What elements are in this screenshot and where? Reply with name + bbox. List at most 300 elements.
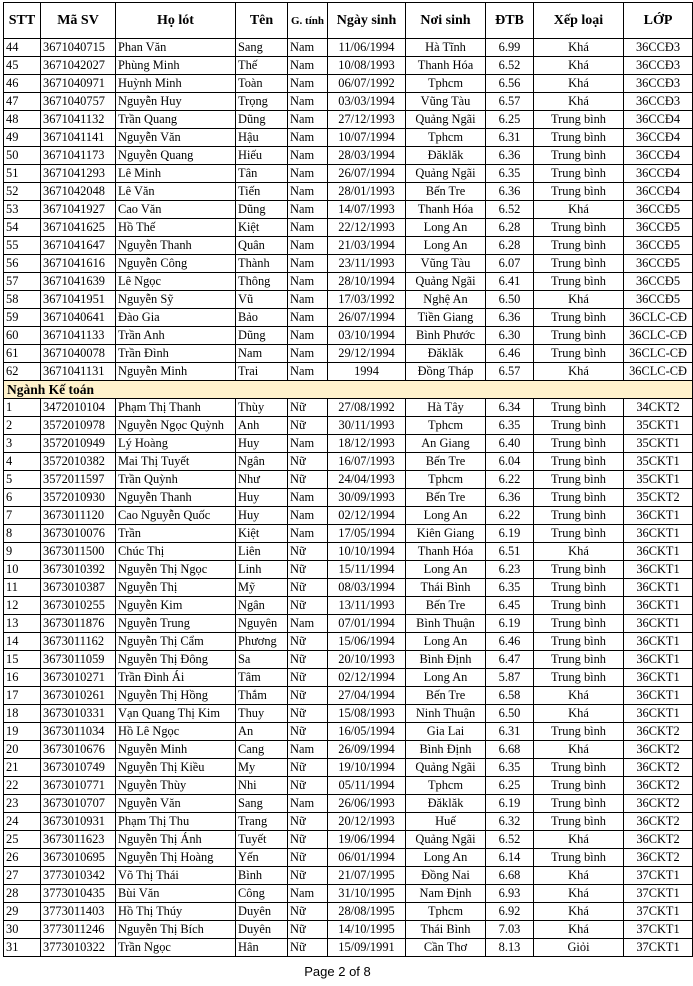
cell-birth-place: Tphcm bbox=[406, 417, 486, 435]
cell-student-id: 3773010435 bbox=[41, 885, 116, 903]
cell-student-id: 3671041625 bbox=[41, 219, 116, 237]
table-row bbox=[4, 633, 693, 651]
cell-gender: Nữ bbox=[288, 687, 328, 705]
cell-gpa: 6.68 bbox=[486, 741, 534, 759]
cell-stt: 9 bbox=[4, 543, 41, 561]
cell-first-name: Liên bbox=[236, 543, 288, 561]
cell-gender: Nữ bbox=[288, 453, 328, 471]
cell-classification: Khá bbox=[534, 57, 624, 75]
cell-birth-place: Bến Tre bbox=[406, 597, 486, 615]
cell-classification: Khá bbox=[534, 543, 624, 561]
cell-gpa: 6.22 bbox=[486, 507, 534, 525]
cell-gender: Nữ bbox=[288, 471, 328, 489]
cell-first-name: Linh bbox=[236, 561, 288, 579]
cell-birth-date: 13/11/1993 bbox=[328, 597, 406, 615]
cell-first-name: Cang bbox=[236, 741, 288, 759]
cell-first-name: Thuy bbox=[236, 705, 288, 723]
cell-birth-place: Đăklăk bbox=[406, 795, 486, 813]
cell-last-middle-name: Nguyễn Thị Hoàng bbox=[116, 849, 236, 867]
cell-stt: 10 bbox=[4, 561, 41, 579]
cell-gpa: 6.52 bbox=[486, 831, 534, 849]
cell-stt: 59 bbox=[4, 309, 41, 327]
table-row bbox=[4, 885, 693, 903]
cell-stt: 47 bbox=[4, 93, 41, 111]
cell-last-middle-name: Nguyễn Thị Ánh bbox=[116, 831, 236, 849]
cell-class: 36CKT2 bbox=[624, 831, 693, 849]
cell-student-id: 3673011876 bbox=[41, 615, 116, 633]
cell-last-middle-name: Nguyễn Minh bbox=[116, 741, 236, 759]
cell-birth-place: Quảng Ngãi bbox=[406, 759, 486, 777]
cell-gender: Nam bbox=[288, 741, 328, 759]
table-row bbox=[4, 75, 693, 93]
cell-birth-date: 03/03/1994 bbox=[328, 93, 406, 111]
cell-classification: Trung bình bbox=[534, 849, 624, 867]
cell-class: 36CKT1 bbox=[624, 633, 693, 651]
cell-student-id: 3572010382 bbox=[41, 453, 116, 471]
cell-gender: Nam bbox=[288, 309, 328, 327]
table-row bbox=[4, 201, 693, 219]
cell-birth-place: Quảng Ngãi bbox=[406, 111, 486, 129]
cell-classification: Khá bbox=[534, 831, 624, 849]
cell-birth-date: 27/08/1992 bbox=[328, 399, 406, 417]
cell-birth-date: 30/11/1993 bbox=[328, 417, 406, 435]
cell-birth-date: 15/09/1991 bbox=[328, 939, 406, 957]
table-row bbox=[4, 345, 693, 363]
cell-birth-place: Vũng Tàu bbox=[406, 93, 486, 111]
cell-stt: 57 bbox=[4, 273, 41, 291]
cell-first-name: Kiệt bbox=[236, 219, 288, 237]
cell-birth-place: Tphcm bbox=[406, 471, 486, 489]
table-row bbox=[4, 741, 693, 759]
cell-gpa: 6.50 bbox=[486, 291, 534, 309]
cell-class: 36CCĐ4 bbox=[624, 183, 693, 201]
cell-gpa: 6.35 bbox=[486, 417, 534, 435]
cell-classification: Khá bbox=[534, 903, 624, 921]
cell-birth-date: 16/07/1993 bbox=[328, 453, 406, 471]
cell-first-name: Bình bbox=[236, 867, 288, 885]
cell-first-name: Huy bbox=[236, 435, 288, 453]
cell-class: 36CKT1 bbox=[624, 525, 693, 543]
cell-first-name: Hiếu bbox=[236, 147, 288, 165]
cell-gpa: 6.40 bbox=[486, 435, 534, 453]
cell-birth-date: 10/08/1993 bbox=[328, 57, 406, 75]
cell-last-middle-name: Trần bbox=[116, 525, 236, 543]
cell-stt: 23 bbox=[4, 795, 41, 813]
cell-class: 37CKT1 bbox=[624, 921, 693, 939]
cell-gpa: 6.46 bbox=[486, 345, 534, 363]
cell-classification: Khá bbox=[534, 705, 624, 723]
cell-last-middle-name: Cao Văn bbox=[116, 201, 236, 219]
cell-classification: Khá bbox=[534, 867, 624, 885]
cell-class: 36CCĐ3 bbox=[624, 39, 693, 57]
cell-student-id: 3673010771 bbox=[41, 777, 116, 795]
table-row bbox=[4, 921, 693, 939]
cell-classification: Khá bbox=[534, 93, 624, 111]
cell-classification: Trung bình bbox=[534, 129, 624, 147]
cell-class: 36CKT2 bbox=[624, 813, 693, 831]
cell-birth-date: 29/12/1994 bbox=[328, 345, 406, 363]
cell-birth-place: Bình Định bbox=[406, 651, 486, 669]
cell-class: 35CKT1 bbox=[624, 435, 693, 453]
cell-stt: 8 bbox=[4, 525, 41, 543]
cell-gpa: 6.19 bbox=[486, 615, 534, 633]
cell-last-middle-name: Phạm Thị Thu bbox=[116, 813, 236, 831]
cell-gender: Nữ bbox=[288, 399, 328, 417]
cell-stt: 54 bbox=[4, 219, 41, 237]
section-accounting bbox=[4, 381, 693, 399]
cell-class: 36CKT1 bbox=[624, 579, 693, 597]
cell-last-middle-name: Đào Gia bbox=[116, 309, 236, 327]
cell-gender: Nữ bbox=[288, 921, 328, 939]
cell-stt: 62 bbox=[4, 363, 41, 381]
cell-student-id: 3671041133 bbox=[41, 327, 116, 345]
cell-birth-place: Bến Tre bbox=[406, 489, 486, 507]
table-row bbox=[4, 939, 693, 957]
table-row bbox=[4, 813, 693, 831]
table-row bbox=[4, 849, 693, 867]
cell-class: 36CKT1 bbox=[624, 561, 693, 579]
cell-gender: Nữ bbox=[288, 543, 328, 561]
cell-last-middle-name: Nguyễn Thanh bbox=[116, 489, 236, 507]
cell-birth-date: 05/11/1994 bbox=[328, 777, 406, 795]
cell-gender: Nam bbox=[288, 111, 328, 129]
cell-first-name: Quân bbox=[236, 237, 288, 255]
cell-first-name: Như bbox=[236, 471, 288, 489]
cell-first-name: Công bbox=[236, 885, 288, 903]
cell-birth-place: Tphcm bbox=[406, 777, 486, 795]
cell-class: 36CCĐ5 bbox=[624, 237, 693, 255]
cell-first-name: Toàn bbox=[236, 75, 288, 93]
cell-gender: Nữ bbox=[288, 561, 328, 579]
cell-birth-place: Thái Bình bbox=[406, 579, 486, 597]
cell-first-name: Tâm bbox=[236, 669, 288, 687]
cell-last-middle-name: Phạm Thị Thanh bbox=[116, 399, 236, 417]
cell-gender: Nam bbox=[288, 237, 328, 255]
cell-student-id: 3572011597 bbox=[41, 471, 116, 489]
cell-gender: Nam bbox=[288, 795, 328, 813]
table-row bbox=[4, 39, 693, 57]
cell-student-id: 3671041173 bbox=[41, 147, 116, 165]
cell-birth-place: Tphcm bbox=[406, 903, 486, 921]
cell-class: 37CKT1 bbox=[624, 939, 693, 957]
cell-gender: Nữ bbox=[288, 939, 328, 957]
cell-stt: 29 bbox=[4, 903, 41, 921]
cell-student-id: 3673010749 bbox=[41, 759, 116, 777]
cell-student-id: 3671042027 bbox=[41, 57, 116, 75]
cell-classification: Khá bbox=[534, 363, 624, 381]
cell-first-name: Duyên bbox=[236, 903, 288, 921]
cell-student-id: 3671040971 bbox=[41, 75, 116, 93]
cell-gpa: 6.51 bbox=[486, 543, 534, 561]
cell-student-id: 3572010949 bbox=[41, 435, 116, 453]
cell-gpa: 7.03 bbox=[486, 921, 534, 939]
cell-stt: 48 bbox=[4, 111, 41, 129]
cell-class: 36CCĐ4 bbox=[624, 129, 693, 147]
cell-birth-date: 28/03/1994 bbox=[328, 147, 406, 165]
student-list-sheet bbox=[3, 2, 687, 957]
cell-gpa: 6.41 bbox=[486, 273, 534, 291]
cell-student-id: 3673011500 bbox=[41, 543, 116, 561]
cell-gpa: 6.36 bbox=[486, 489, 534, 507]
cell-first-name: Dũng bbox=[236, 327, 288, 345]
cell-birth-place: Long An bbox=[406, 561, 486, 579]
cell-birth-place: Đồng Tháp bbox=[406, 363, 486, 381]
cell-gender: Nữ bbox=[288, 705, 328, 723]
cell-first-name: Trai bbox=[236, 363, 288, 381]
cell-stt: 56 bbox=[4, 255, 41, 273]
cell-birth-date: 10/07/1994 bbox=[328, 129, 406, 147]
cell-student-id: 3673010387 bbox=[41, 579, 116, 597]
table-row bbox=[4, 579, 693, 597]
cell-birth-date: 21/03/1994 bbox=[328, 237, 406, 255]
cell-gpa: 6.35 bbox=[486, 579, 534, 597]
cell-student-id: 3673011623 bbox=[41, 831, 116, 849]
table-row bbox=[4, 273, 693, 291]
cell-gender: Nam bbox=[288, 219, 328, 237]
cell-first-name: Tiến bbox=[236, 183, 288, 201]
cell-student-id: 3472010104 bbox=[41, 399, 116, 417]
cell-gpa: 6.50 bbox=[486, 705, 534, 723]
cell-classification: Trung bình bbox=[534, 237, 624, 255]
cell-birth-date: 28/10/1994 bbox=[328, 273, 406, 291]
cell-first-name: Kiệt bbox=[236, 525, 288, 543]
cell-gpa: 6.34 bbox=[486, 399, 534, 417]
cell-gender: Nam bbox=[288, 507, 328, 525]
cell-birth-date: 16/05/1994 bbox=[328, 723, 406, 741]
table-row bbox=[4, 237, 693, 255]
cell-stt: 1 bbox=[4, 399, 41, 417]
table-row bbox=[4, 525, 693, 543]
cell-student-id: 3671041131 bbox=[41, 363, 116, 381]
cell-classification: Trung bình bbox=[534, 633, 624, 651]
cell-last-middle-name: Lê Văn bbox=[116, 183, 236, 201]
table-row bbox=[4, 543, 693, 561]
cell-birth-date: 06/07/1992 bbox=[328, 75, 406, 93]
cell-birth-date: 08/03/1994 bbox=[328, 579, 406, 597]
cell-last-middle-name: Nguyễn Minh bbox=[116, 363, 236, 381]
cell-student-id: 3671041293 bbox=[41, 165, 116, 183]
cell-classification: Trung bình bbox=[534, 597, 624, 615]
cell-gender: Nam bbox=[288, 363, 328, 381]
cell-gpa: 6.47 bbox=[486, 651, 534, 669]
cell-birth-place: Bình Phước bbox=[406, 327, 486, 345]
cell-first-name: Tuyết bbox=[236, 831, 288, 849]
cell-class: 36CLC-CĐ bbox=[624, 327, 693, 345]
cell-stt: 18 bbox=[4, 705, 41, 723]
cell-stt: 15 bbox=[4, 651, 41, 669]
cell-class: 36CCĐ4 bbox=[624, 147, 693, 165]
cell-gpa: 6.57 bbox=[486, 363, 534, 381]
cell-first-name: Thùy bbox=[236, 399, 288, 417]
cell-classification: Trung bình bbox=[534, 309, 624, 327]
cell-gender: Nam bbox=[288, 885, 328, 903]
cell-classification: Trung bình bbox=[534, 795, 624, 813]
table-row bbox=[4, 363, 693, 381]
cell-birth-date: 15/06/1994 bbox=[328, 633, 406, 651]
cell-class: 36CCĐ5 bbox=[624, 201, 693, 219]
cell-stt: 13 bbox=[4, 615, 41, 633]
cell-birth-date: 27/04/1994 bbox=[328, 687, 406, 705]
cell-class: 37CKT1 bbox=[624, 885, 693, 903]
cell-gender: Nam bbox=[288, 129, 328, 147]
cell-gpa: 6.56 bbox=[486, 75, 534, 93]
cell-birth-place: Gia Lai bbox=[406, 723, 486, 741]
cell-birth-place: Bình Thuận bbox=[406, 615, 486, 633]
cell-birth-date: 28/08/1995 bbox=[328, 903, 406, 921]
cell-birth-date: 14/10/1995 bbox=[328, 921, 406, 939]
cell-last-middle-name: Nguyễn Văn bbox=[116, 795, 236, 813]
cell-birth-place: Bình Định bbox=[406, 741, 486, 759]
cell-birth-place: Long An bbox=[406, 633, 486, 651]
cell-gender: Nam bbox=[288, 291, 328, 309]
cell-gpa: 6.28 bbox=[486, 219, 534, 237]
cell-classification: Trung bình bbox=[534, 255, 624, 273]
cell-first-name: Dũng bbox=[236, 201, 288, 219]
header-class: LỚP bbox=[624, 3, 693, 39]
cell-birth-place: An Giang bbox=[406, 435, 486, 453]
cell-birth-date: 20/12/1993 bbox=[328, 813, 406, 831]
cell-gender: Nam bbox=[288, 255, 328, 273]
cell-gpa: 6.93 bbox=[486, 885, 534, 903]
cell-stt: 24 bbox=[4, 813, 41, 831]
cell-gpa: 6.07 bbox=[486, 255, 534, 273]
cell-first-name: Nhi bbox=[236, 777, 288, 795]
cell-stt: 44 bbox=[4, 39, 41, 57]
page-footer: Page 2 of 8 bbox=[304, 964, 371, 979]
cell-birth-date: 26/07/1994 bbox=[328, 309, 406, 327]
cell-student-id: 3671041647 bbox=[41, 237, 116, 255]
cell-birth-place: Long An bbox=[406, 507, 486, 525]
cell-classification: Trung bình bbox=[534, 165, 624, 183]
cell-stt: 30 bbox=[4, 921, 41, 939]
cell-birth-place: Quảng Ngãi bbox=[406, 831, 486, 849]
cell-student-id: 3671041132 bbox=[41, 111, 116, 129]
cell-gpa: 6.30 bbox=[486, 327, 534, 345]
cell-last-middle-name: Nguyễn Ngọc Quỳnh bbox=[116, 417, 236, 435]
cell-class: 36CKT1 bbox=[624, 705, 693, 723]
cell-class: 36CCĐ5 bbox=[624, 291, 693, 309]
cell-stt: 6 bbox=[4, 489, 41, 507]
cell-class: 36CCĐ5 bbox=[624, 255, 693, 273]
cell-first-name: Huy bbox=[236, 507, 288, 525]
cell-first-name: Phương bbox=[236, 633, 288, 651]
cell-first-name: Nam bbox=[236, 345, 288, 363]
cell-first-name: Huy bbox=[236, 489, 288, 507]
cell-class: 36CCĐ3 bbox=[624, 75, 693, 93]
cell-gpa: 6.36 bbox=[486, 183, 534, 201]
cell-student-id: 3673010076 bbox=[41, 525, 116, 543]
cell-last-middle-name: Bùi Văn bbox=[116, 885, 236, 903]
cell-gpa: 6.25 bbox=[486, 111, 534, 129]
cell-gender: Nữ bbox=[288, 903, 328, 921]
table-row bbox=[4, 453, 693, 471]
cell-class: 36CKT1 bbox=[624, 687, 693, 705]
cell-classification: Trung bình bbox=[534, 579, 624, 597]
cell-classification: Trung bình bbox=[534, 759, 624, 777]
cell-last-middle-name: Trần Anh bbox=[116, 327, 236, 345]
cell-classification: Trung bình bbox=[534, 417, 624, 435]
cell-classification: Khá bbox=[534, 39, 624, 57]
cell-student-id: 3671041616 bbox=[41, 255, 116, 273]
cell-last-middle-name: Nguyễn Thùy bbox=[116, 777, 236, 795]
cell-last-middle-name: Phan Văn bbox=[116, 39, 236, 57]
cell-birth-date: 03/10/1994 bbox=[328, 327, 406, 345]
cell-classification: Trung bình bbox=[534, 111, 624, 129]
cell-gpa: 5.87 bbox=[486, 669, 534, 687]
table-row bbox=[4, 219, 693, 237]
cell-birth-date: 11/06/1994 bbox=[328, 39, 406, 57]
cell-gender: Nữ bbox=[288, 651, 328, 669]
cell-birth-place: Huế bbox=[406, 813, 486, 831]
cell-last-middle-name: Trần Ngọc bbox=[116, 939, 236, 957]
cell-stt: 49 bbox=[4, 129, 41, 147]
cell-student-id: 3673011034 bbox=[41, 723, 116, 741]
table-row bbox=[4, 111, 693, 129]
cell-first-name: Mỹ bbox=[236, 579, 288, 597]
cell-last-middle-name: Nguyễn Thị Cẩm bbox=[116, 633, 236, 651]
cell-gender: Nam bbox=[288, 147, 328, 165]
cell-gender: Nam bbox=[288, 201, 328, 219]
table-row bbox=[4, 147, 693, 165]
cell-classification: Khá bbox=[534, 921, 624, 939]
cell-gender: Nam bbox=[288, 273, 328, 291]
cell-student-id: 3773011246 bbox=[41, 921, 116, 939]
cell-birth-place: Tphcm bbox=[406, 129, 486, 147]
cell-gender: Nữ bbox=[288, 597, 328, 615]
table-row bbox=[4, 291, 693, 309]
table-row bbox=[4, 309, 693, 327]
cell-birth-date: 20/10/1993 bbox=[328, 651, 406, 669]
cell-birth-date: 22/12/1993 bbox=[328, 219, 406, 237]
cell-stt: 16 bbox=[4, 669, 41, 687]
cell-stt: 52 bbox=[4, 183, 41, 201]
cell-gpa: 6.35 bbox=[486, 759, 534, 777]
cell-gender: Nam bbox=[288, 345, 328, 363]
cell-class: 35CKT1 bbox=[624, 417, 693, 435]
cell-stt: 21 bbox=[4, 759, 41, 777]
cell-class: 36CKT1 bbox=[624, 543, 693, 561]
cell-student-id: 3773011403 bbox=[41, 903, 116, 921]
cell-last-middle-name: Lê Ngọc bbox=[116, 273, 236, 291]
cell-birth-date: 26/06/1993 bbox=[328, 795, 406, 813]
cell-stt: 55 bbox=[4, 237, 41, 255]
cell-last-middle-name: Nguyễn Sỹ bbox=[116, 291, 236, 309]
cell-birth-date: 02/12/1994 bbox=[328, 507, 406, 525]
cell-gender: Nam bbox=[288, 93, 328, 111]
section-header-row bbox=[4, 381, 693, 399]
cell-classification: Trung bình bbox=[534, 471, 624, 489]
cell-gender: Nữ bbox=[288, 867, 328, 885]
cell-birth-date: 23/11/1993 bbox=[328, 255, 406, 273]
cell-last-middle-name: Huỳnh Minh bbox=[116, 75, 236, 93]
cell-stt: 58 bbox=[4, 291, 41, 309]
cell-birth-date: 24/04/1993 bbox=[328, 471, 406, 489]
cell-birth-date: 26/07/1994 bbox=[328, 165, 406, 183]
cell-stt: 61 bbox=[4, 345, 41, 363]
cell-first-name: Thông bbox=[236, 273, 288, 291]
cell-student-id: 3572010930 bbox=[41, 489, 116, 507]
cell-stt: 3 bbox=[4, 435, 41, 453]
cell-gpa: 6.19 bbox=[486, 525, 534, 543]
cell-gpa: 6.57 bbox=[486, 93, 534, 111]
header-gender: G. tính bbox=[288, 3, 328, 39]
cell-classification: Khá bbox=[534, 201, 624, 219]
cell-class: 36CKT2 bbox=[624, 849, 693, 867]
cell-first-name: My bbox=[236, 759, 288, 777]
cell-gpa: 6.04 bbox=[486, 453, 534, 471]
cell-first-name: Dũng bbox=[236, 111, 288, 129]
cell-stt: 20 bbox=[4, 741, 41, 759]
